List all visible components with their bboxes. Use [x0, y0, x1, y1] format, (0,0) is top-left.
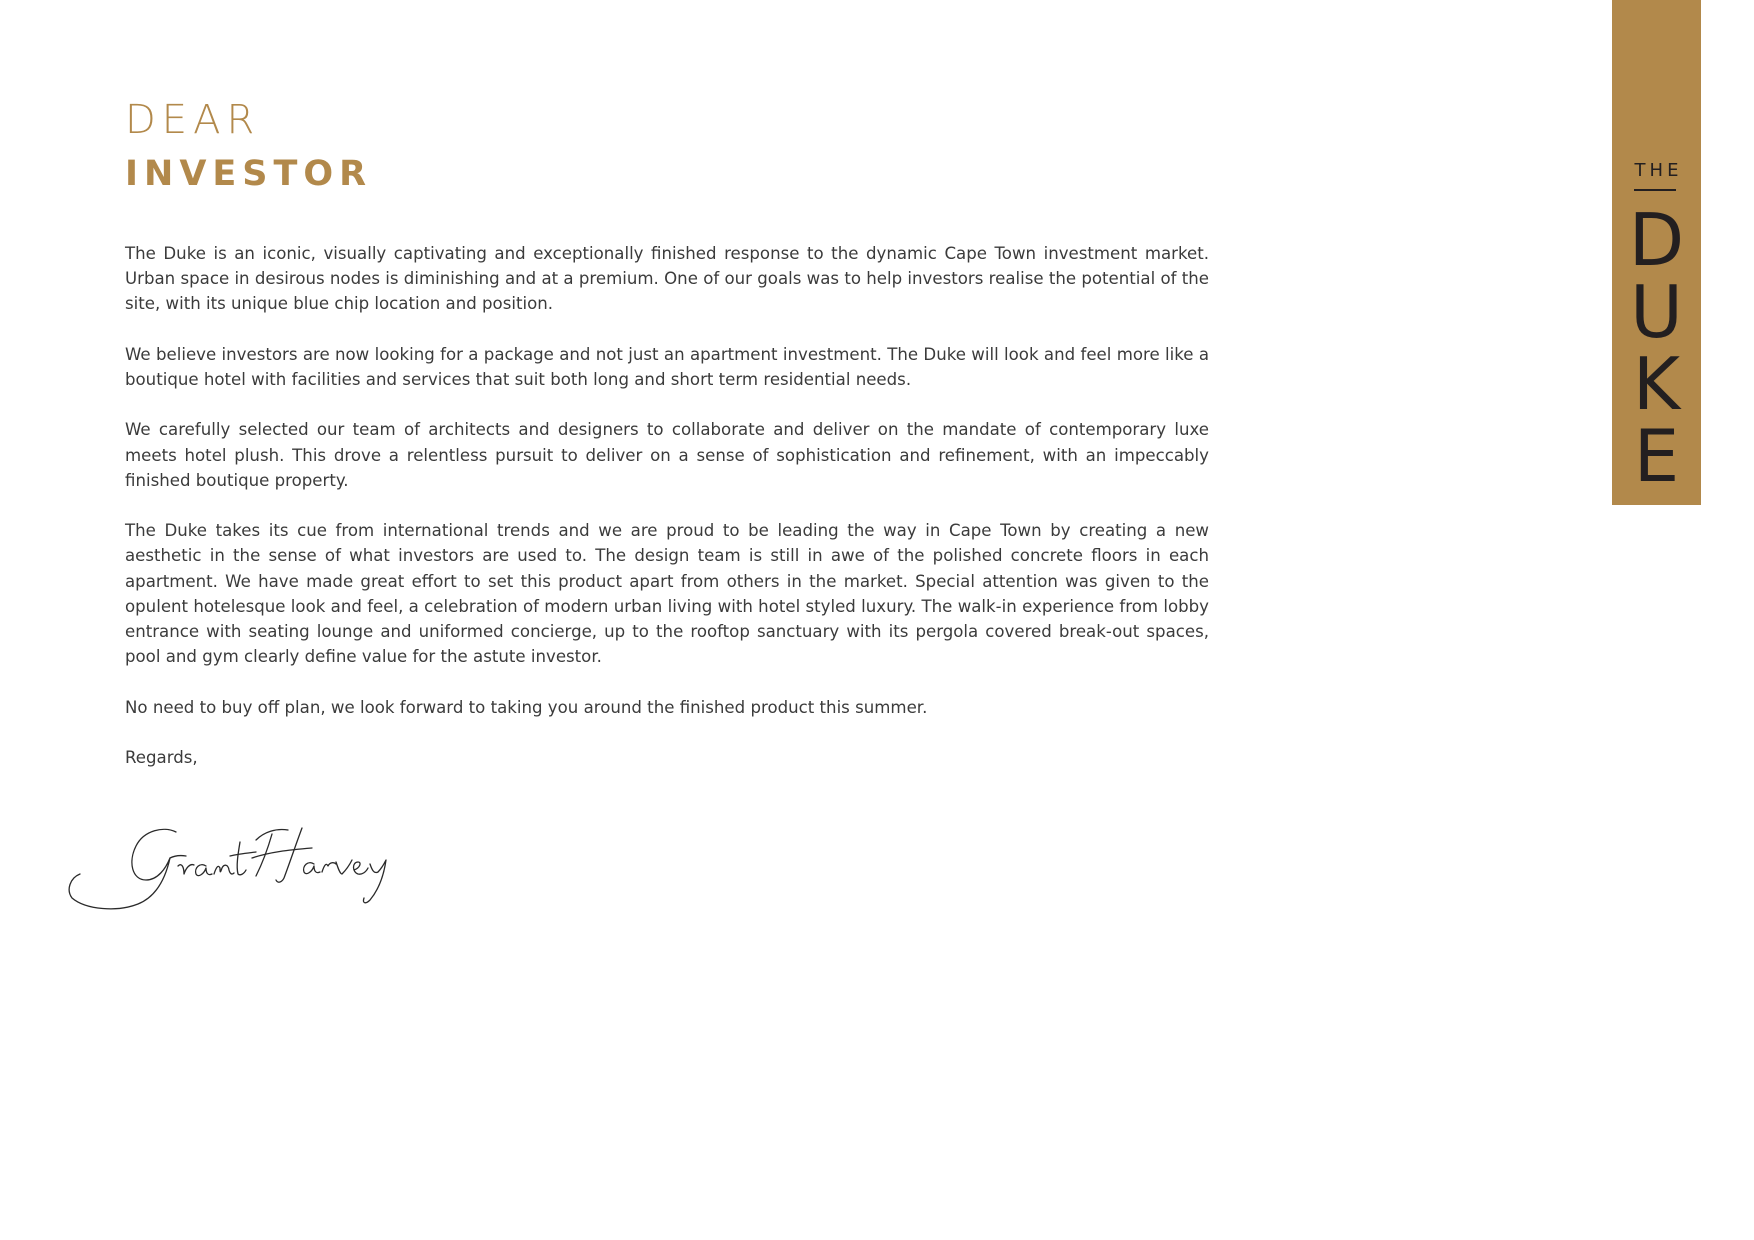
paragraph-1: The Duke is an iconic, visually captivating and exceptionally finished response to the dynamic Cape Town investment market. Urban space in desirous nodes is diminishing and at a premium. One of our goals was to help investors realise the potential of the site, with its unique blue chip location and position.: [125, 244, 1209, 314]
paragraph-2: We believe investors are now looking for a package and not just an apartment investment. The Duke will look and feel more like a boutique hotel with facilities and services that suit both long and short term residential needs.: [125, 344, 1209, 389]
letter-body: [125, 241, 1209, 795]
letter-heading: [125, 96, 372, 198]
closing-regards: Regards,: [125, 747, 198, 767]
paragraph-5: No need to buy off plan, we look forward to taking you around the finished product this summer.: [125, 697, 928, 717]
paragraph-3: We carefully selected our team of architects and designers to collaborate and deliver on the mandate of contemporary luxe meets hotel plush. This drove a relentless pursuit to deliver on a sense of sophistication and refinement, with an impeccably finished boutique property.: [125, 420, 1209, 490]
signature-image: [66, 818, 416, 918]
heading-dear: DEAR: [125, 97, 261, 143]
heading-investor: INVESTOR: [125, 154, 373, 194]
brand-letter-u: U: [1630, 270, 1683, 354]
brand-letter-e: E: [1633, 414, 1680, 498]
brand-the: THE: [1634, 160, 1683, 181]
brand-divider: [1634, 189, 1676, 191]
paragraph-4: The Duke takes its cue from international trends and we are proud to be leading the way in Cape Town by creating a new aesthetic in the sense of what investors are used to. The design team is still in awe of the polished concrete floors in each apartment. We have made great effort to set this product apart from others in the market. Special attention was given to the opulent hotelesque look and feel, a celebration of modern urban living with hotel styled luxury. The walk-in experience from lobby entrance with seating lounge and uniformed concierge, up to the rooftop sanctuary with its pergola covered break-out spaces, pool and gym clearly define value for the astute investor.: [125, 521, 1209, 667]
brand-letter-k: K: [1632, 342, 1681, 426]
brand-letter-d: D: [1628, 198, 1685, 282]
brand-band: [1612, 0, 1701, 505]
